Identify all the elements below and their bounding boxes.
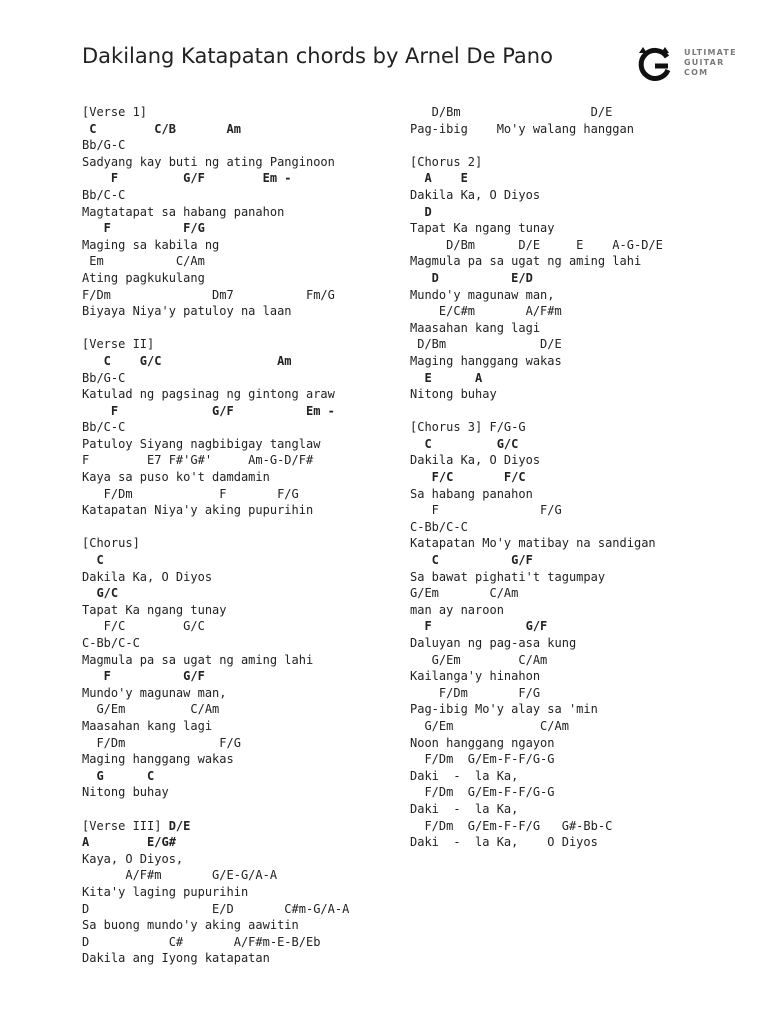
- lyric-line: [410, 137, 740, 154]
- lyric-line: Kaya sa puso ko't damdamin: [82, 470, 270, 485]
- lyric-line: G C: [82, 768, 155, 783]
- lyric-line: [Chorus]: [82, 536, 140, 551]
- lyric-line: Dakila Ka, O Diyos: [410, 453, 541, 468]
- lyric-line: Biyaya Niya'y patuloy na laan: [82, 304, 292, 319]
- lyric-line: F F/G: [82, 221, 205, 236]
- lyric-line: Noon hanggang ngayon: [410, 735, 555, 750]
- lyric-line: Daki - la Ka, O Diyos: [410, 835, 598, 850]
- lyric-line: A E/G#: [82, 835, 176, 850]
- lyric-line: Katapatan Mo'y matibay na sandigan: [410, 536, 656, 551]
- lyric-line: Daki - la Ka,: [410, 768, 519, 783]
- lyric-line: Mundo'y magunaw man,: [82, 685, 227, 700]
- lyric-line: D: [410, 204, 432, 219]
- lyric-line: Tapat Ka ngang tunay: [410, 221, 555, 236]
- lyric-line: G/Em C/Am: [410, 652, 548, 667]
- lyric-line: [82, 818, 412, 835]
- lyric-line: Maging hanggang wakas: [82, 752, 234, 767]
- lyric-line: G/Em C/Am: [82, 702, 220, 717]
- lyric-line: C-Bb/C-C: [82, 636, 140, 650]
- lyric-line: A E: [410, 171, 468, 186]
- lyric-line: C-Bb/C-C: [410, 519, 468, 534]
- lyric-line: F G/F: [410, 619, 548, 634]
- lyric-line: Sa habang panahon: [410, 486, 533, 501]
- lyric-line: C G/F: [410, 553, 533, 568]
- lyric-line: Katulad ng pagsinag ng gintong araw: [82, 387, 335, 402]
- lyric-line: Bb/C-C: [82, 420, 126, 435]
- lyric-line: Em C/Am: [82, 254, 205, 269]
- lyric-line: F/Dm Dm7 Fm/G: [82, 287, 335, 302]
- lyric-line: D/Bm D/E E A-G-D/E: [410, 237, 663, 252]
- lyric-line: F/Dm F/G: [410, 685, 541, 700]
- lyric-line: [Verse II]: [82, 337, 155, 352]
- page-title: Dakilang Katapatan chords by Arnel De Pano: [82, 44, 553, 68]
- right-column: [410, 104, 740, 851]
- lyric-line: F G/F Em -: [82, 403, 335, 418]
- lyric-line: E A: [410, 370, 483, 385]
- lyric-line: C G/C Am: [82, 353, 292, 368]
- lyric-line: Kita'y laging pupurihin: [82, 884, 249, 899]
- lyric-line: C C/B Am: [82, 121, 241, 136]
- lyric-line: Maging hanggang wakas: [410, 353, 562, 368]
- lyric-line: Nitong buhay: [82, 785, 169, 800]
- logo-line: GUITAR: [684, 58, 725, 67]
- lyric-line: A/F#m G/E-G/A-A: [82, 868, 278, 883]
- lyric-line: Maasahan kang lagi: [82, 718, 213, 733]
- lyric-line: F/C G/C: [82, 619, 205, 634]
- lyric-line: G/C: [82, 586, 119, 601]
- lyric-line: F/Dm G/Em-F-F/G-G: [410, 785, 555, 800]
- lyric-line: F E7 F#'G#' Am-G-D/F#: [82, 453, 314, 468]
- lyric-line: F/Dm G/Em-F-F/G G#-Bb-C: [410, 818, 613, 833]
- lyric-line: [Verse 1]: [82, 105, 148, 119]
- lyric-line: F/Dm F/G: [82, 735, 241, 750]
- left-column: [82, 104, 412, 967]
- lyric-line: D/Bm D/E: [410, 337, 562, 352]
- lyric-line: F G/F: [82, 669, 205, 684]
- lyric-line: [410, 403, 740, 420]
- logo-line: COM: [684, 68, 709, 77]
- lyric-line: [82, 519, 412, 536]
- lyric-line: Tapat Ka ngang tunay: [82, 602, 227, 617]
- lyric-line: Magmula pa sa ugat ng aming lahi: [82, 652, 314, 667]
- lyric-line: G/Em C/Am: [410, 718, 569, 733]
- lyric-line: C: [82, 553, 104, 568]
- lyric-line: Magmula pa sa ugat ng aming lahi: [410, 254, 642, 269]
- lyric-line: Dakila ang Iyong katapatan: [82, 951, 270, 966]
- lyric-line: Magtatapat sa habang panahon: [82, 204, 285, 219]
- lyric-line: [82, 801, 412, 818]
- lyric-line: F F/G: [410, 503, 562, 518]
- lyric-line: D E/D C#m-G/A-A: [82, 901, 350, 916]
- section-label: [Verse III]: [82, 818, 169, 833]
- lyric-line: [82, 320, 412, 337]
- lyric-line: F G/F Em -: [82, 171, 292, 186]
- lyric-line: Maging sa kabila ng: [82, 237, 220, 252]
- lyric-line: Patuloy Siyang nagbibigay tanglaw: [82, 436, 321, 451]
- lyric-line: Daluyan ng pag-asa kung: [410, 636, 577, 650]
- lyric-line: Sa buong mundo'y aking aawitin: [82, 918, 299, 933]
- lyric-line: Daki - la Ka,: [410, 801, 519, 816]
- lyric-line: Kaya, O Diyos,: [82, 851, 184, 866]
- lyric-line: [Chorus 2]: [410, 154, 483, 169]
- lyric-line: E/C#m A/F#m: [410, 304, 562, 319]
- lyric-line: Sa bawat pighati't tagumpay: [410, 569, 606, 584]
- ultimate-guitar-logo[interactable]: [634, 44, 744, 84]
- lyric-line: Nitong buhay: [410, 387, 497, 402]
- lyric-line: Ating pagkukulang: [82, 270, 205, 285]
- lyric-line: Pag-ibig Mo'y alay sa 'min: [410, 702, 598, 717]
- lyric-line: Pag-ibig Mo'y walang hanggan: [410, 121, 634, 136]
- lyric-line: F/Dm F F/G: [82, 486, 299, 501]
- lyric-line: Dakila Ka, O Diyos: [82, 569, 213, 584]
- lyric-line: Sadyang kay buti ng ating Panginoon: [82, 154, 335, 169]
- lyric-line: D C# A/F#m-E-B/Eb: [82, 934, 321, 949]
- lyric-line: Bb/C-C: [82, 187, 126, 202]
- lyric-line: G/Em C/Am: [410, 586, 519, 601]
- lyric-line: Kailanga'y hinahon: [410, 669, 541, 684]
- lyric-line: Mundo'y magunaw man,: [410, 287, 555, 302]
- lyric-line: Maasahan kang lagi: [410, 320, 541, 335]
- lyric-line: Katapatan Niya'y aking pupurihin: [82, 503, 314, 518]
- logo-wordmark: [684, 48, 737, 78]
- lyric-line: F/C F/C: [410, 470, 526, 485]
- lyric-line: Bb/G-C: [82, 370, 126, 385]
- ultimate-guitar-logo-icon: [634, 44, 674, 84]
- lyric-line: Dakila Ka, O Diyos: [410, 187, 541, 202]
- lyric-line: C G/C: [410, 436, 519, 451]
- lyric-line: man ay naroon: [410, 602, 504, 617]
- lyric-line: D/Bm D/E: [410, 105, 613, 119]
- lyric-line: [Chorus 3] F/G-G: [410, 420, 526, 435]
- lyric-line: F/Dm G/Em-F-F/G-G: [410, 752, 555, 767]
- chord-label: D/E: [168, 818, 191, 833]
- lyric-line: Bb/G-C: [82, 138, 126, 153]
- logo-line: ULTIMATE: [684, 48, 737, 57]
- lyric-line: D E/D: [410, 270, 533, 285]
